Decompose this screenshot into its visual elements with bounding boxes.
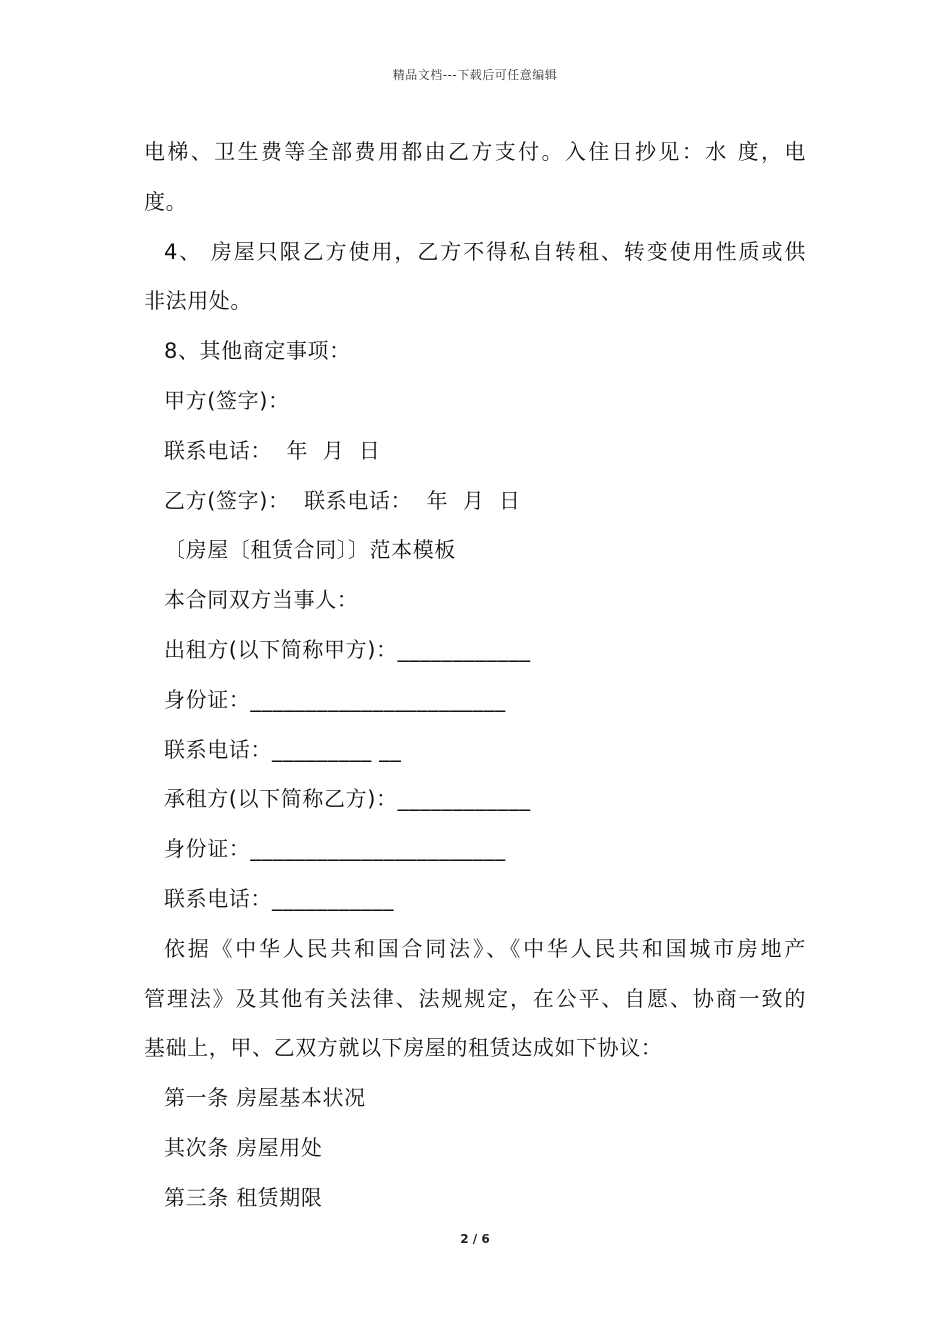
paragraph-line: 基础上，甲、乙双方就以下房屋的租赁达成如下协议： (144, 1036, 663, 1061)
paragraph-line: 身份证：_______________________ (164, 687, 506, 712)
paragraph-line: 第三条 租赁期限 (164, 1185, 323, 1210)
paragraph-line: 身份证：_______________________ (164, 837, 506, 862)
paragraph-line: 本合同双方当事人： (164, 588, 359, 613)
paragraph-line: 非法用处。 (144, 289, 252, 314)
paragraph-line: 联系电话：_________ __ (164, 737, 402, 762)
paragraph-line: 联系电话： 年 月 日 (164, 438, 381, 463)
page-header: 精品文档---下载后可任意编辑 (392, 68, 558, 82)
document-body (144, 128, 806, 1224)
paragraph-line: 甲方(签字)： (164, 388, 290, 413)
paragraph-line: 其次条 房屋用处 (164, 1135, 323, 1160)
paragraph-line: 管理法》及其他有关法律、法规规定，在公平、自愿、协商一致的 (144, 986, 806, 1011)
paragraph-line: 依据《中华人民共和国合同法》、《中华人民共和国城市房地产 (164, 936, 806, 961)
paragraph-line: 8、其他商定事项： (164, 339, 351, 364)
paragraph-line: 4、 房屋只限乙方使用，乙方不得私自转租、转变使用性质或供 (164, 239, 806, 264)
paragraph-line: 联系电话：___________ (164, 886, 395, 911)
paragraph-line: 度。 (144, 189, 188, 214)
page-number: 2 / 6 (460, 1232, 490, 1246)
paragraph-line: 电梯、卫生费等全部费用都由乙方支付。入住日抄见：水 度，电 (144, 140, 806, 164)
paragraph-line: 第一条 房屋基本状况 (164, 1086, 366, 1111)
paragraph-line: 〔房屋〔租赁合同〕〕范本模板 (164, 538, 456, 563)
paragraph-line: 乙方(签字)： 联系电话： 年 月 日 (164, 488, 521, 513)
paragraph-line: 出租方(以下简称甲方)：____________ (164, 637, 531, 662)
paragraph-line: 承租方(以下简称乙方)：____________ (164, 787, 531, 812)
